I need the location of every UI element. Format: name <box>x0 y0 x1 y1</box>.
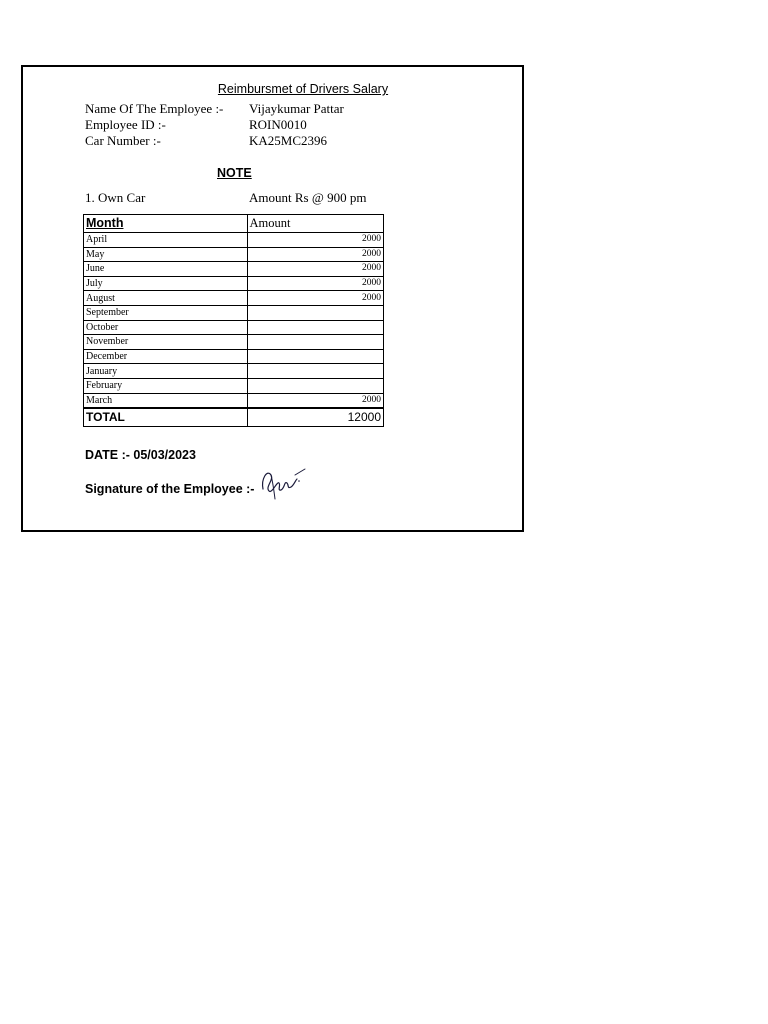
date-line: DATE :- 05/03/2023 <box>85 448 196 462</box>
month-cell: August <box>84 291 248 306</box>
amount-cell: 2000 <box>247 247 383 262</box>
table-row <box>84 233 384 248</box>
month-cell: May <box>84 247 248 262</box>
employee-name-label: Name Of The Employee :- <box>85 101 224 116</box>
amount-cell: 2000 <box>247 233 383 248</box>
amount-rate: Amount Rs @ 900 pm <box>249 190 367 205</box>
month-cell: June <box>84 262 248 277</box>
amount-cell: 2000 <box>247 276 383 291</box>
month-cell: July <box>84 276 248 291</box>
table-row <box>84 320 384 335</box>
month-cell: March <box>84 393 248 408</box>
table-row <box>84 393 384 408</box>
amount-cell <box>247 378 383 393</box>
table-row <box>84 349 384 364</box>
month-cell: April <box>84 233 248 248</box>
employee-name-value: Vijaykumar Pattar <box>249 101 344 116</box>
amount-cell <box>247 320 383 335</box>
amount-column-header: Amount <box>247 215 383 233</box>
salary-table <box>83 214 384 427</box>
month-cell: January <box>84 364 248 379</box>
table-row <box>84 247 384 262</box>
amount-cell <box>247 349 383 364</box>
table-row <box>84 378 384 393</box>
amount-cell: 2000 <box>247 393 383 408</box>
note-heading: NOTE <box>217 166 252 180</box>
own-car-item: 1. Own Car <box>85 190 146 205</box>
document-frame <box>21 65 524 532</box>
table-row <box>84 305 384 320</box>
table-row <box>84 262 384 277</box>
month-cell: September <box>84 305 248 320</box>
amount-cell: 2000 <box>247 291 383 306</box>
car-number-label: Car Number :- <box>85 133 161 148</box>
amount-cell <box>247 305 383 320</box>
amount-cell <box>247 364 383 379</box>
table-row <box>84 364 384 379</box>
employee-id-value: ROIN0010 <box>249 117 307 132</box>
document-title: Reimbursmet of Drivers Salary <box>217 82 389 96</box>
car-number-value: KA25MC2396 <box>249 133 328 148</box>
month-column-header: Month <box>84 215 248 233</box>
month-cell: November <box>84 335 248 350</box>
total-row <box>84 408 384 427</box>
month-cell: February <box>84 378 248 393</box>
amount-cell: 2000 <box>247 262 383 277</box>
table-header-row <box>84 215 384 233</box>
month-cell: December <box>84 349 248 364</box>
total-label: TOTAL <box>84 408 248 427</box>
handwritten-signature-icon <box>257 461 309 501</box>
total-value: 12000 <box>247 408 383 427</box>
table-row <box>84 276 384 291</box>
amount-cell <box>247 335 383 350</box>
table-row <box>84 335 384 350</box>
table-row <box>84 291 384 306</box>
month-cell: October <box>84 320 248 335</box>
employee-id-label: Employee ID :- <box>85 117 166 132</box>
signature-label: Signature of the Employee :- <box>85 482 255 496</box>
